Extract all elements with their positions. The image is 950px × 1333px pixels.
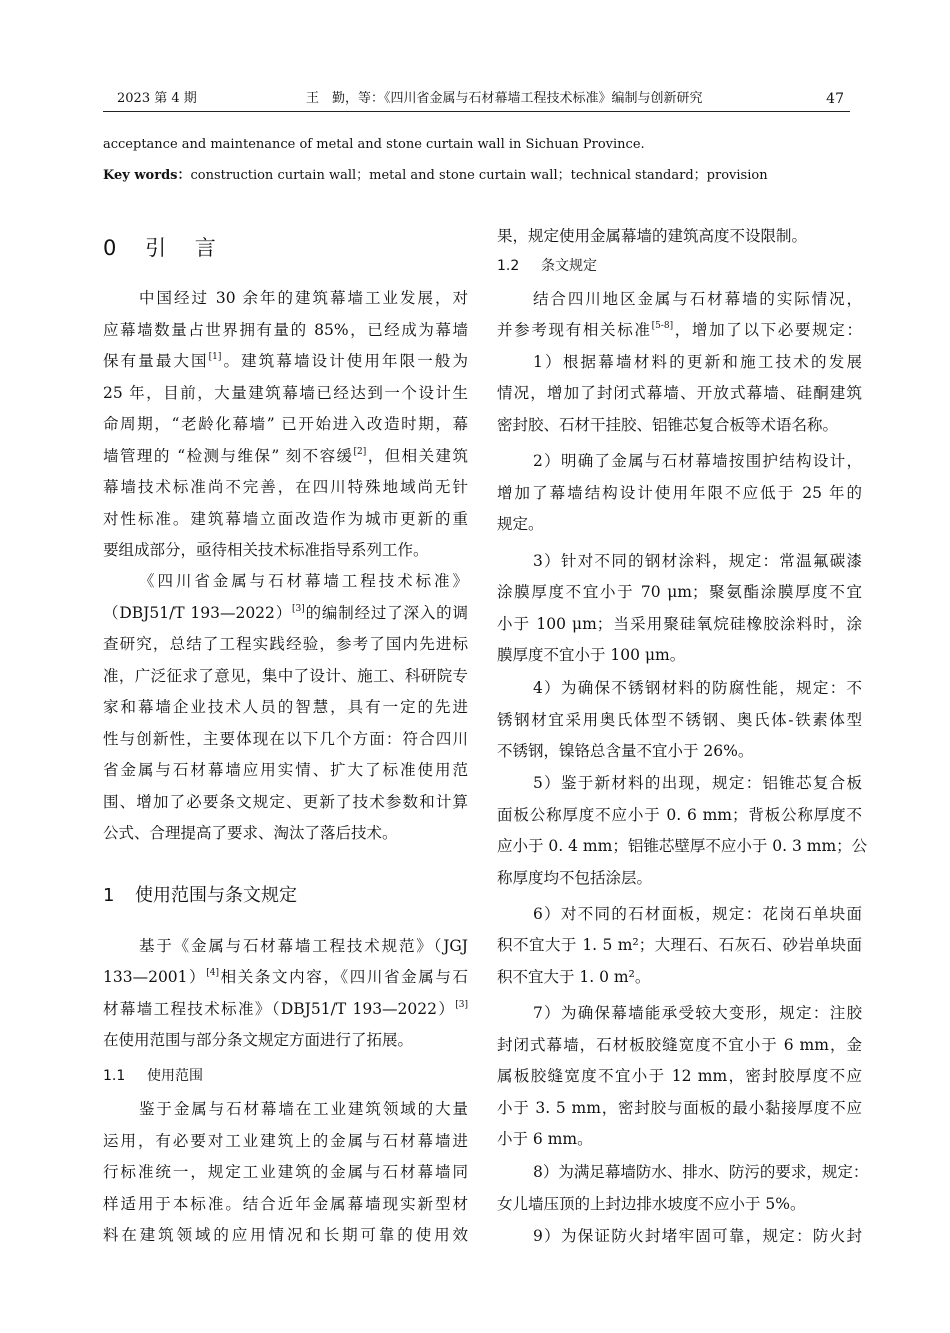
body-line: 料在建筑领域的应用情况和长期可靠的使用效 <box>103 1226 468 1244</box>
section-1-1-heading <box>103 1065 203 1087</box>
body-line: 运用，有必要对工业建筑上的金属与石材幕墙进 <box>103 1132 468 1150</box>
section-1-1-title: 使用范围 <box>147 1068 203 1084</box>
body-line: 在使用范围与部分条文规定方面进行了拓展。 <box>103 1031 414 1049</box>
body-line: 小于 100 μm；当采用聚硅氧烷硅橡胶涂料时，涂 <box>497 615 862 633</box>
body-line: 要组成部分，亟待相关技术标准指导系列工作。 <box>103 541 429 559</box>
body-line: 5）鉴于新材料的出现，规定：铝锥芯复合板 <box>533 774 862 792</box>
body-line: 基于《金属与石材幕墙工程技术规范》（JGJ <box>139 937 468 955</box>
body-line: 密封胶、石材干挂胶、铝锥芯复合板等术语名称。 <box>497 416 839 434</box>
body-line: 行标准统一，规定工业建筑的金属与石材幕墙同 <box>103 1163 468 1181</box>
section-0-title-char-1: 引 <box>145 236 167 260</box>
citation: [1] <box>208 352 222 362</box>
body-line: 7）为确保幕墙能承受较大变形，规定：注胶 <box>533 1004 862 1022</box>
body-line: （DBJ51/T 193—2022）[3]的编制经过了深入的调 <box>103 604 468 622</box>
running-header <box>103 88 850 110</box>
section-1-heading <box>103 881 297 911</box>
body-line: 并参考现有相关标准[5-8]，增加了以下必要规定： <box>497 321 862 339</box>
keywords-line <box>103 166 768 186</box>
body-line: 果，规定使用金属幕墙的建筑高度不设限制。 <box>497 227 808 245</box>
body-line: 应幕墙数量占世界拥有量的 85%，已经成为幕墙 <box>103 321 468 339</box>
section-1-title: 使用范围与条文规定 <box>135 885 297 906</box>
body-line: 保有量最大国[1]。建筑幕墙设计使用年限一般为 <box>103 352 468 370</box>
header-rule <box>103 111 850 112</box>
body-line: 133—2001）[4]相关条文内容，《四川省金属与石 <box>103 968 468 986</box>
body-line: 省金属与石材幕墙应用实情、扩大了标准使用范 <box>103 761 468 779</box>
citation: [2] <box>353 447 367 457</box>
body-line: 样适用于本标准。结合近年金属幕墙现实新型材 <box>103 1195 468 1213</box>
body-line: 《四川省金属与石材幕墙工程技术标准》 <box>139 572 468 590</box>
body-line: 不锈钢，镍铬总含量不宜小于 26%。 <box>497 742 754 760</box>
abstract-tail: acceptance and maintenance of metal and stone curtain wall in Sichuan Province. <box>103 137 645 152</box>
body-line: 情况，增加了封闭式幕墙、开放式幕墙、硅酮建筑 <box>497 384 862 402</box>
citation: [3] <box>292 604 305 614</box>
section-0-number: 0 <box>103 236 117 260</box>
body-line: 膜厚度不宜小于 100 μm。 <box>497 646 686 664</box>
section-1-1-number: 1.1 <box>103 1068 126 1084</box>
citation: [5-8] <box>651 321 674 331</box>
body-line: 小于 6 mm。 <box>497 1130 593 1148</box>
body-line: 涂膜厚度不宜小于 70 μm；聚氨酯涂膜厚度不宜 <box>497 583 862 601</box>
body-line: 1）根据幕墙材料的更新和施工技术的发展 <box>533 353 862 371</box>
body-line: 应小于 0. 4 mm；铝锥芯壁厚不应小于 0. 3 mm；公 <box>497 837 868 855</box>
body-line: 4）为确保不锈钢材料的防腐性能，规定：不 <box>533 679 862 697</box>
body-line: 性与创新性，主要体现在以下几个方面：符合四川 <box>103 730 468 748</box>
keywords-label: Key words： <box>103 168 191 183</box>
body-line: 3）针对不同的钢材涂料，规定：常温氟碳漆 <box>533 552 862 570</box>
body-line: 公式、合理提高了要求、淘汰了落后技术。 <box>103 824 398 842</box>
body-line: 积不宜大于 1. 5 m²；大理石、石灰石、砂岩单块面 <box>497 936 862 954</box>
body-line: 积不宜大于 1. 0 m²。 <box>497 968 651 986</box>
body-line: 墙管理的 “检测与维保” 刻不容缓[2]，但相关建筑 <box>103 447 468 465</box>
body-line: 规定。 <box>497 515 544 533</box>
body-line: 属板胶缝宽度不宜小于 12 mm，密封胶厚度不应 <box>497 1067 862 1085</box>
citation: [4] <box>206 968 220 978</box>
keywords-text: construction curtain wall；metal and stone curtain wall；technical standard；provision <box>190 168 768 183</box>
body-line: 幕墙技术标准尚不完善，在四川特殊地域尚无针 <box>103 478 468 496</box>
body-line: 6）对不同的石材面板，规定：花岗石单块面 <box>533 905 862 923</box>
body-line: 称厚度均不包括涂层。 <box>497 869 653 887</box>
body-line: 准，广泛征求了意见，集中了设计、施工、科研院专 <box>103 667 468 685</box>
section-1-number: 1 <box>103 885 115 906</box>
body-line: 材幕墙工程技术标准》（DBJ51/T 193—2022）[3] <box>103 1000 468 1018</box>
body-line: 鉴于金属与石材幕墙在工业建筑领域的大量 <box>139 1100 468 1118</box>
running-title: 王 勤，等：《四川省金属与石材幕墙工程技术标准》编制与创新研究 <box>306 91 703 106</box>
body-line: 女儿墙压顶的上封边排水坡度不应小于 5%。 <box>497 1195 806 1213</box>
body-line: 9）为保证防火封堵牢固可靠，规定：防火封 <box>533 1227 862 1245</box>
body-line: 小于 3. 5 mm，密封胶与面板的最小黏接厚度不应 <box>497 1099 862 1117</box>
section-1-2-heading <box>497 255 597 277</box>
body-line: 增加了幕墙结构设计使用年限不应低于 25 年的 <box>497 484 862 502</box>
body-line: 围、增加了必要条文规定、更新了技术参数和计算 <box>103 793 468 811</box>
body-line: 25 年，目前，大量建筑幕墙已经达到一个设计生 <box>103 384 468 402</box>
body-line: 家和幕墙企业技术人员的智慧，具有一定的先进 <box>103 698 468 716</box>
body-line: 锈钢材宜采用奥氏体型不锈钢、奥氏体-铁素体型 <box>497 711 862 729</box>
body-line: 中国经过 30 余年的建筑幕墙工业发展，对 <box>139 289 468 307</box>
journal-issue: 2023 第 4 期 <box>117 91 197 106</box>
section-0-title-char-2: 言 <box>194 236 216 260</box>
body-line: 封闭式幕墙，石材板胶缝宽度不宜小于 6 mm，金 <box>497 1036 862 1054</box>
body-line: 面板公称厚度不应小于 0. 6 mm；背板公称厚度不 <box>497 806 862 824</box>
body-line: 查研究，总结了工程实践经验，参考了国内先进标 <box>103 635 468 653</box>
section-1-2-number: 1.2 <box>497 258 520 274</box>
body-line: 结合四川地区金属与石材幕墙的实际情况， <box>533 290 862 308</box>
citation: [3] <box>455 1000 468 1010</box>
page-number: 47 <box>826 91 844 107</box>
body-line: 8）为满足幕墙防水、排水、防污的要求，规定： <box>533 1163 869 1181</box>
section-0-heading <box>103 232 216 264</box>
body-line: 对性标准。建筑幕墙立面改造作为城市更新的重 <box>103 510 468 528</box>
section-1-2-title: 条文规定 <box>541 258 597 274</box>
body-line: 命周期，“老龄化幕墙” 已开始进入改造时期，幕 <box>103 415 468 433</box>
body-line: 2）明确了金属与石材幕墙按围护结构设计， <box>533 452 862 470</box>
